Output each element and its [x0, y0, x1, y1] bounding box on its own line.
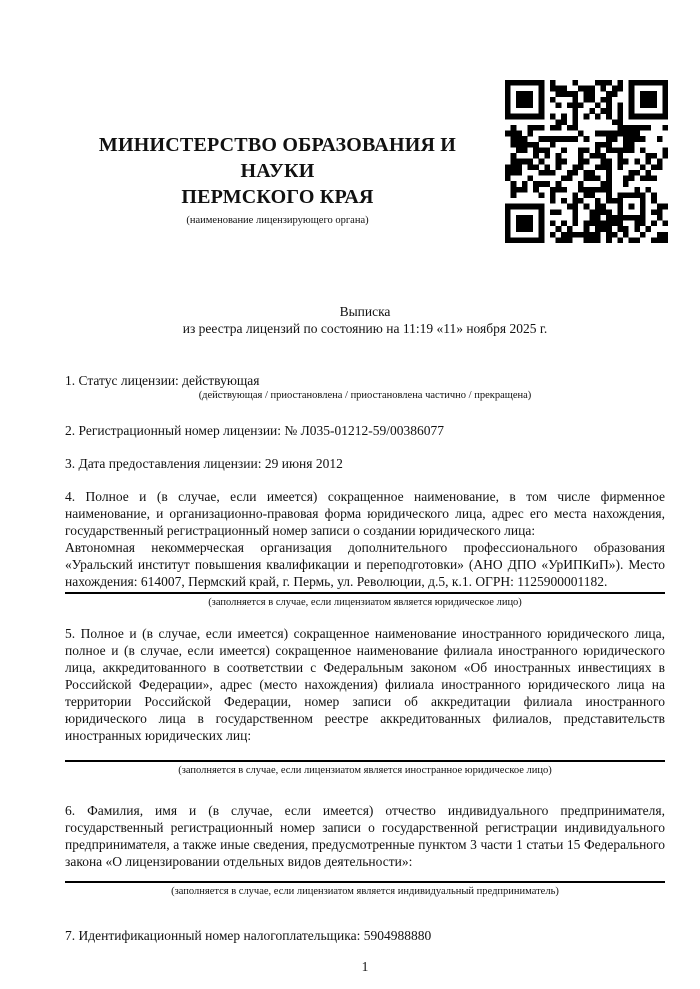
foreign-entity-heading: 5. Полное и (в случае, если имеется) сокращенное наименование иностранного юридического лица, полное и (в случае, если имеется) сокращенное наименование филиала иностранного юридического лица, аккредитованного в соответствии с Федеральным законом «Об иностранных инвестициях в Российской Федерации», адрес (место нахождения) филиала иностранного юридического лица на территории Российской Федерации, номер записи об аккредитации филиала иностранного юридического лица в государственном реестре аккредитованных филиалов, представительств иностранных юридических лиц:: [65, 626, 665, 743]
individual-entrepreneur-heading: 6. Фамилия, имя и (в случае, если имеется) отчество индивидуального предпринимателя, государственный регистрационный номер записи о государственной регистрации индивидуального предпринимателя, а также иные сведения, предусмотренные пунктом 3 части 1 статьи 15 Федерального закона «О лицензировании отдельных видов деятельности»:: [65, 803, 665, 869]
item-individual-entrepreneur-info: [65, 802, 665, 899]
license-status-text: 1. Статус лицензии: действующая: [65, 373, 260, 388]
item-license-status: [65, 372, 665, 403]
page-number: 1: [361, 959, 369, 974]
document-header: [0, 0, 700, 243]
license-status-options-caption: (действующая / приостановлена / приостановлена частично / прекращена): [198, 390, 532, 401]
legal-entity-value: Автономная некоммерческая организация дополнительного профессионального образования «Уральский институт повышения квалификации и переподготовки» (АНО ДПО «УрИПКиП»). Место нахождения: 614007, Пермский край, г. Пермь, ул. Революции, д.5, к.1. ОГРН: 1125900001182.: [65, 540, 665, 589]
ministry-name: [65, 132, 490, 210]
license-grant-date-text: 3. Дата предоставления лицензии: 29 июня 2012: [65, 456, 343, 471]
qr-code-svg: [505, 80, 668, 243]
taxpayer-number-text: 7. Идентификационный номер налогоплательщика: 5904988880: [65, 928, 432, 943]
item-taxpayer-number: [65, 927, 665, 944]
document-title-line1: Выписка: [339, 304, 391, 319]
fill-caption-foreign-entity: (заполняется в случае, если лицензиатом является иностранное юридическое лицо): [178, 765, 552, 776]
ministry-caption: (наименование лицензирующего органа): [186, 215, 369, 226]
ministry-name-line1: МИНИСТЕРСТВО ОБРАЗОВАНИЯ И НАУКИ: [98, 134, 457, 182]
licensing-authority-block: [65, 80, 490, 227]
fill-caption-legal-entity: (заполняется в случае, если лицензиатом является юридическое лицо): [208, 597, 522, 608]
fill-in-rule-individual-entrepreneur: [65, 881, 665, 883]
legal-entity-heading: 4. Полное и (в случае, если имеется) сокращенное наименование, в том числе фирменное наименование, и организационно-правовая форма юридического лица, адрес его места нахождения, государственный регистрационный номер записи о создании юридического лица:: [65, 489, 665, 538]
qr-code: [505, 80, 668, 243]
item-foreign-entity-info: [65, 625, 665, 778]
item-license-grant-date: [65, 455, 665, 472]
fill-in-rule-legal-entity: [65, 592, 665, 594]
document-title: [65, 303, 665, 337]
document-title-line2: из реестра лицензий по состоянию на 11:19 «11» ноября 2025 г.: [182, 321, 548, 336]
document-body: [65, 372, 665, 944]
ministry-name-line2: ПЕРМСКОГО КРАЯ: [181, 186, 374, 208]
item-registration-number: [65, 422, 665, 439]
registration-number-text: 2. Регистрационный номер лицензии: № Л035-01212-59/00386077: [65, 423, 445, 438]
fill-in-rule-foreign-entity: [65, 760, 665, 762]
fill-caption-individual-entrepreneur: (заполняется в случае, если лицензиатом является индивидуальный предприниматель): [171, 886, 559, 897]
item-legal-entity-info: [65, 488, 665, 610]
